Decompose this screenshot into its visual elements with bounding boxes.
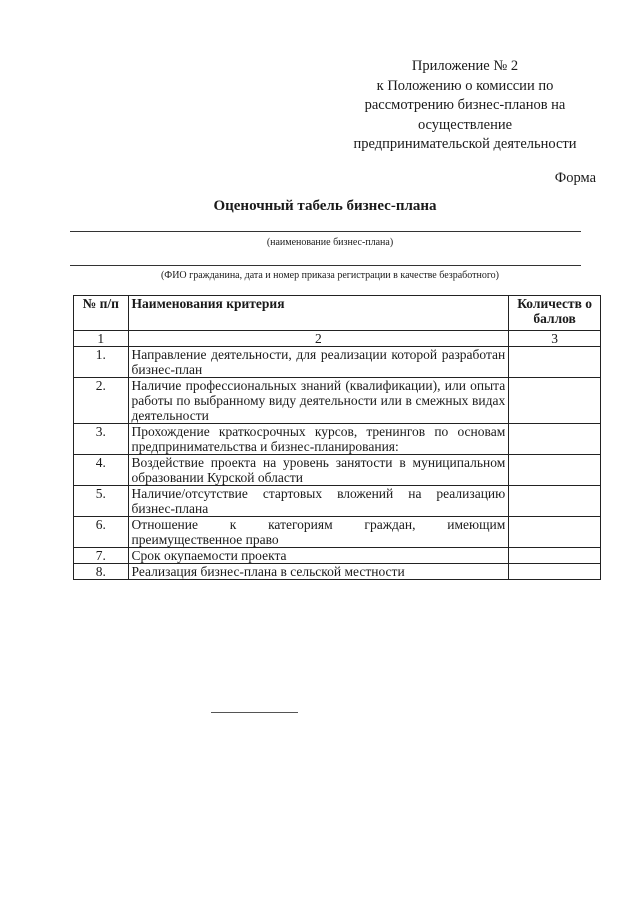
row-num: 7. bbox=[74, 548, 129, 564]
row-score bbox=[509, 455, 601, 486]
row-score bbox=[509, 347, 601, 378]
row-num: 3. bbox=[74, 424, 129, 455]
row-criterion: Прохождение краткосрочных курсов, тренингов по основам предпринимательства и бизнес-планирования: bbox=[128, 424, 509, 455]
row-criterion: Реализация бизнес-плана в сельской местности bbox=[128, 564, 509, 580]
plan-name-line bbox=[70, 231, 581, 232]
header-score: Количеств о баллов bbox=[509, 296, 601, 331]
row-criterion: Наличие/отсутствие стартовых вложений на реализацию бизнес-плана bbox=[128, 486, 509, 517]
index-cell: 1 bbox=[74, 331, 129, 347]
table-row bbox=[74, 486, 601, 517]
table-row bbox=[74, 455, 601, 486]
closing-separator-line bbox=[211, 712, 298, 713]
header-criterion: Наименования критерия bbox=[128, 296, 509, 331]
table-row bbox=[74, 347, 601, 378]
plan-name-caption: (наименование бизнес-плана) bbox=[266, 237, 394, 248]
criteria-table bbox=[73, 295, 601, 580]
index-cell: 3 bbox=[509, 331, 601, 347]
row-num: 1. bbox=[74, 347, 129, 378]
row-criterion: Воздействие проекта на уровень занятости в муниципальном образовании Курской области bbox=[128, 455, 509, 486]
row-criterion: Наличие профессиональных знаний (квалификации), или опыта работы по выбранному виду деятельности или в смежных видах деятельности bbox=[128, 378, 509, 424]
document-title: Оценочный табель бизнес-плана bbox=[213, 198, 437, 214]
row-criterion: Направление деятельности, для реализации которой разработан бизнес-план bbox=[128, 347, 509, 378]
table-row bbox=[74, 548, 601, 564]
row-score bbox=[509, 378, 601, 424]
row-num: 2. bbox=[74, 378, 129, 424]
row-num: 5. bbox=[74, 486, 129, 517]
row-num: 8. bbox=[74, 564, 129, 580]
appendix-line: Приложение № 2 bbox=[411, 58, 519, 74]
applicant-line bbox=[70, 265, 581, 266]
row-score bbox=[509, 564, 601, 580]
row-num: 6. bbox=[74, 517, 129, 548]
row-num: 4. bbox=[74, 455, 129, 486]
table-row bbox=[74, 517, 601, 548]
header-num: № п/п bbox=[74, 296, 129, 331]
appendix-line: предпринимательской деятельности bbox=[353, 136, 577, 152]
table-row bbox=[74, 564, 601, 580]
row-criterion: Срок окупаемости проекта bbox=[128, 548, 509, 564]
table-row bbox=[74, 378, 601, 424]
appendix-line: рассмотрению бизнес-планов на bbox=[364, 97, 566, 113]
row-score bbox=[509, 517, 601, 548]
row-score bbox=[509, 486, 601, 517]
row-score bbox=[509, 548, 601, 564]
appendix-line: к Положению о комиссии по bbox=[376, 77, 554, 94]
appendix-heading bbox=[340, 57, 590, 155]
index-cell: 2 bbox=[128, 331, 509, 347]
row-score bbox=[509, 424, 601, 455]
applicant-caption: (ФИО гражданина, дата и номер приказа регистрации в качестве безработного) bbox=[160, 270, 500, 281]
row-criterion: Отношение к категориям граждан, имеющим преимущественное право bbox=[128, 517, 509, 548]
table-index-row bbox=[74, 331, 601, 347]
appendix-line: осуществление bbox=[417, 116, 513, 133]
table-header-row bbox=[74, 296, 601, 331]
table-row bbox=[74, 424, 601, 455]
form-label: Форма bbox=[554, 170, 596, 186]
